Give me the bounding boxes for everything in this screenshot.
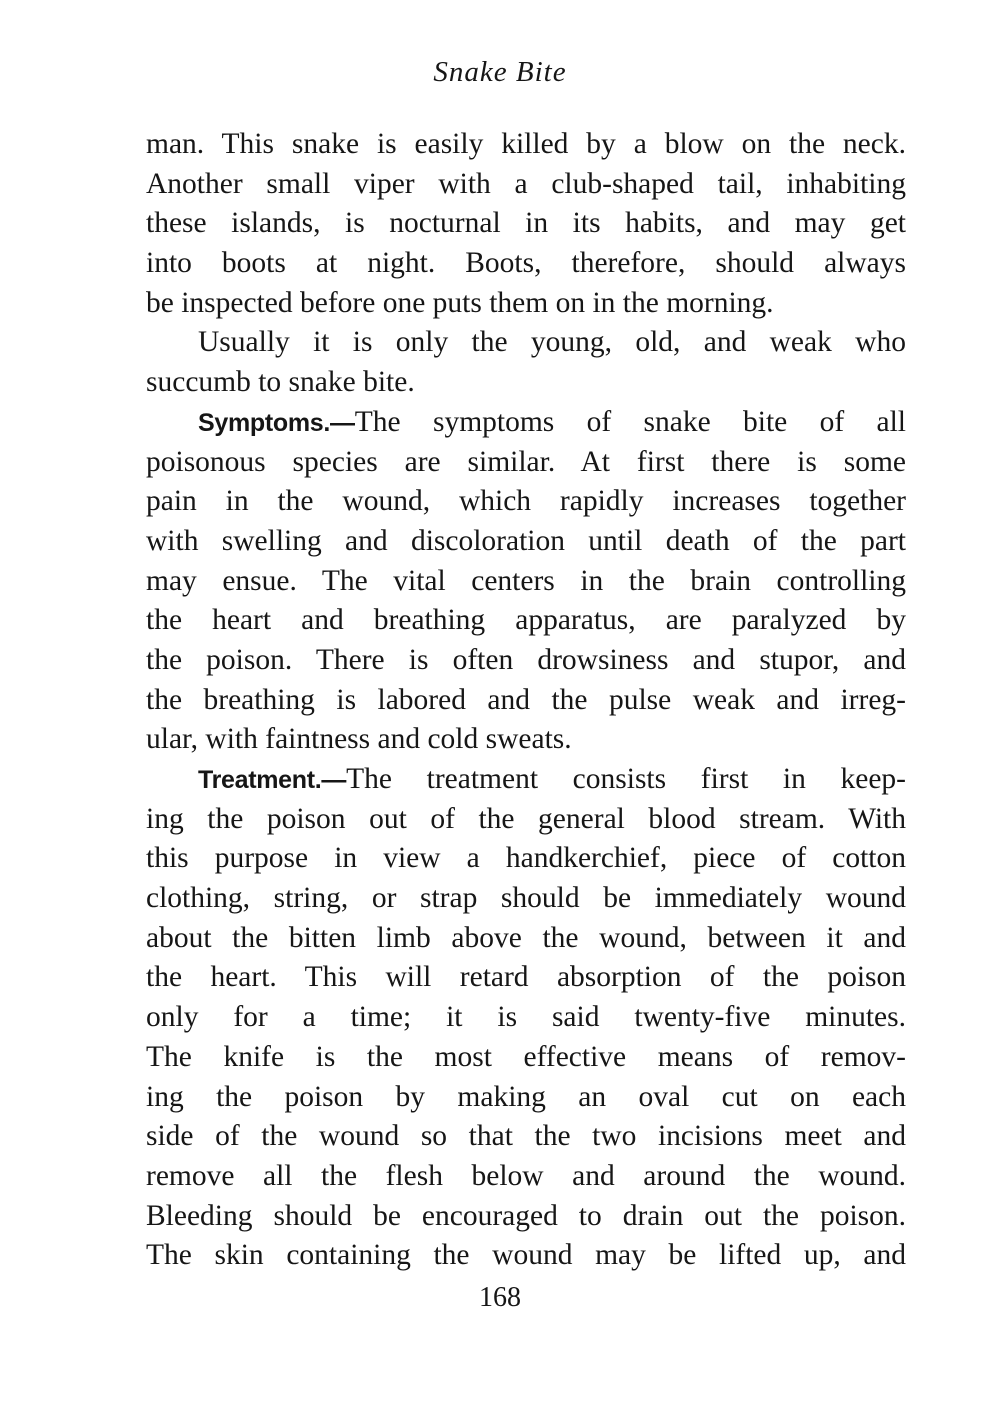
text-line: the heart. This will retard absorption of the poison bbox=[146, 961, 906, 994]
page-number: 168 bbox=[479, 1282, 521, 1313]
text-line: ular, with faintness and cold sweats. bbox=[146, 723, 572, 756]
text-line: ing the poison out of the general blood stream. With bbox=[146, 802, 906, 835]
text-line: may ensue. The vital centers in the brain controlling bbox=[146, 564, 906, 597]
running-head-title: Snake Bite bbox=[433, 56, 567, 88]
treatment-paragraph-first-line bbox=[146, 760, 906, 800]
text-line: The treatment consists first in keep- bbox=[346, 763, 906, 795]
text-line: the heart and breathing apparatus, are paralyzed by bbox=[146, 604, 906, 637]
page-body bbox=[146, 125, 906, 1276]
text-line: man. This snake is easily killed by a blow on the neck. bbox=[146, 128, 906, 160]
text-line: clothing, string, or strap should be immediately wound bbox=[146, 882, 906, 915]
text-line: this purpose in view a handkerchief, piece of cotton bbox=[146, 842, 906, 875]
text-line: The skin containing the wound may be lifted up, and bbox=[146, 1239, 906, 1272]
text-line: The symptoms of snake bite of all bbox=[354, 405, 906, 438]
text-line: only for a time; it is said twenty-five minutes. bbox=[146, 1001, 906, 1034]
text-line: pain in the wound, which rapidly increases together bbox=[146, 485, 906, 518]
text-line: into boots at night. Boots, therefore, should always bbox=[146, 247, 906, 280]
text-line: side of the wound so that the two incisions meet and bbox=[146, 1120, 906, 1153]
symptoms-paragraph-first-line bbox=[146, 403, 906, 443]
text-line: poisonous species are similar. At first there is some bbox=[146, 445, 906, 478]
text-line: be inspected before one puts them on in the morning. bbox=[146, 286, 774, 319]
text-line: ing the poison by making an oval cut on each bbox=[146, 1080, 906, 1113]
text-line: remove all the flesh below and around the wound. bbox=[146, 1159, 906, 1192]
text-line: The knife is the most effective means of remov- bbox=[146, 1040, 906, 1073]
text-line: with swelling and discoloration until death of the part bbox=[146, 524, 906, 557]
text-line: Another small viper with a club-shaped tail, inhabiting bbox=[146, 167, 906, 200]
text-line: the poison. There is often drowsiness and stupor, and bbox=[146, 643, 906, 676]
text-line: Usually it is only the young, old, and weak who bbox=[198, 326, 906, 359]
text-line: succumb to snake bite. bbox=[146, 366, 415, 399]
symptoms-heading: Symptoms.— bbox=[198, 408, 355, 437]
treatment-heading: Treatment.— bbox=[198, 766, 347, 794]
text-line: these islands, is nocturnal in its habits, and may get bbox=[146, 207, 906, 240]
text-line: Bleeding should be encouraged to drain out the poison. bbox=[146, 1199, 906, 1232]
text-line: about the bitten limb above the wound, between it and bbox=[146, 921, 906, 954]
text-line: the breathing is labored and the pulse weak and irreg- bbox=[146, 683, 906, 716]
